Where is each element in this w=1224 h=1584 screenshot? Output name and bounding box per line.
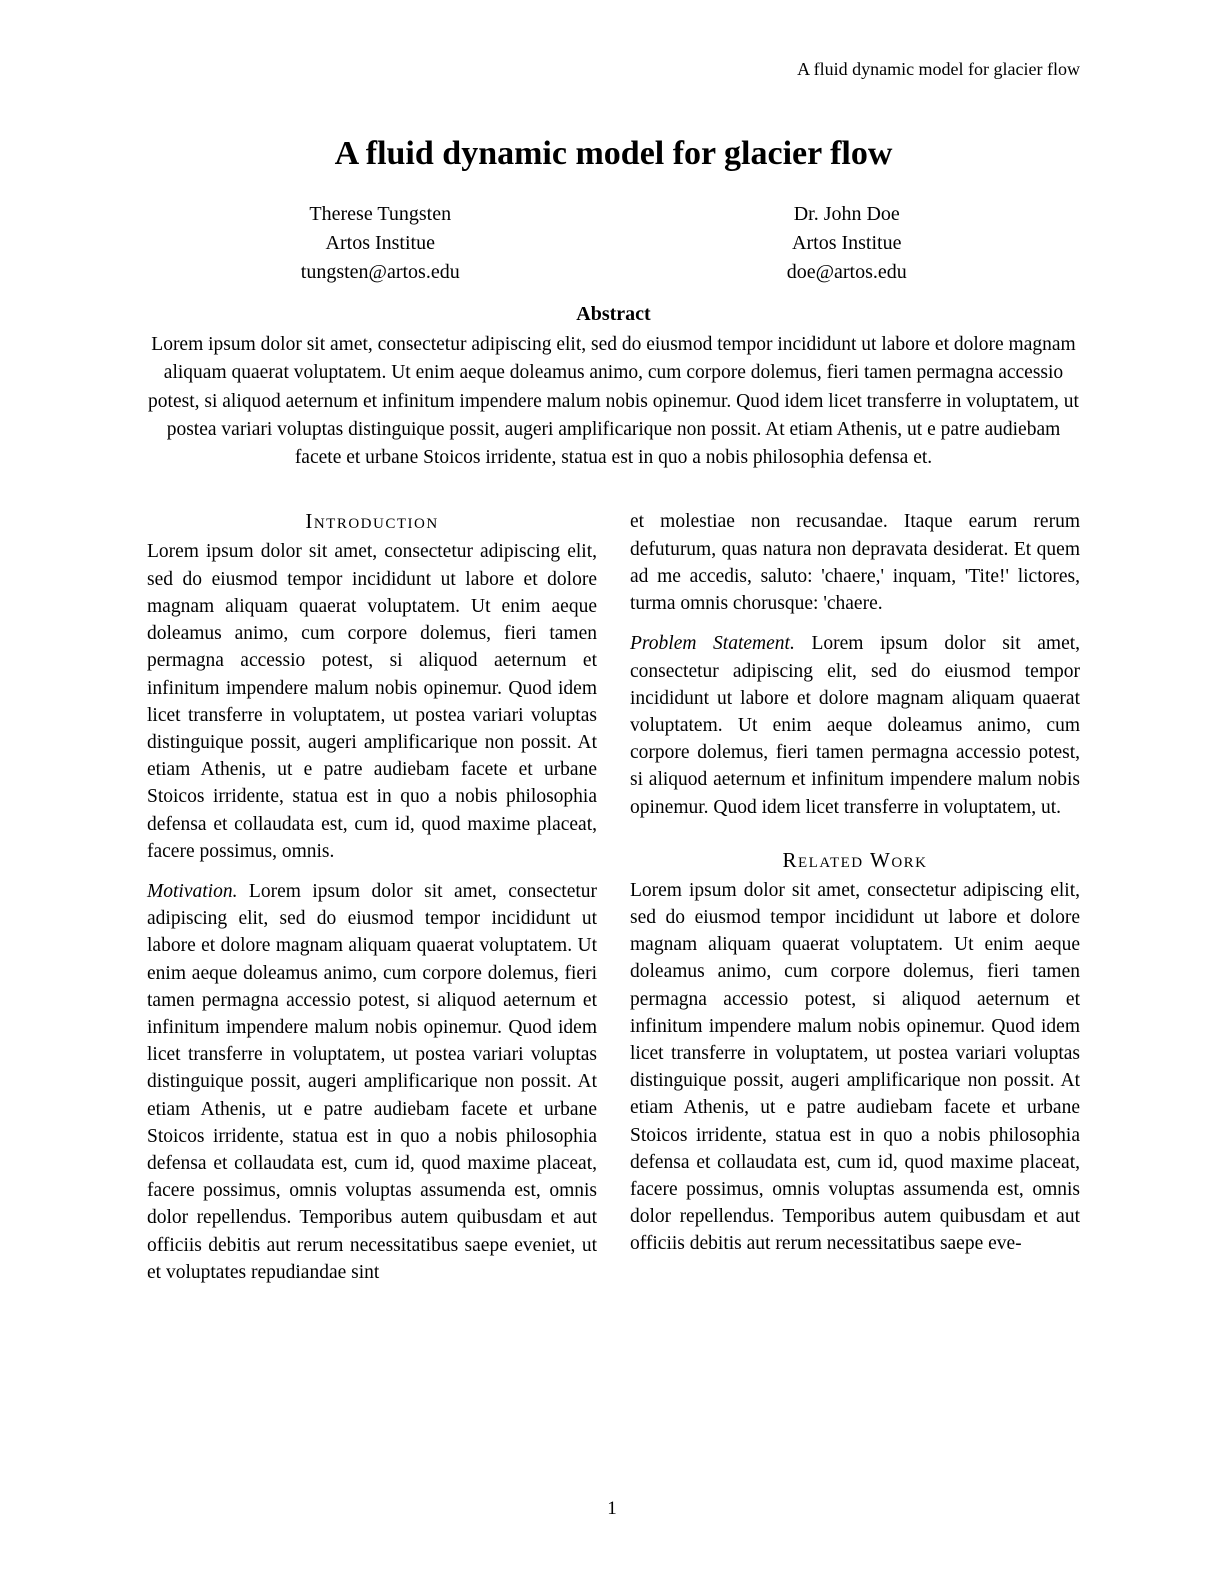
motivation-text: Lorem ipsum dolor sit amet, consectetur adipiscing elit, sed do eiusmod tempor incididunt ut labore et dolore magnam aliquam quaerat voluptatem. Ut enim aeque doleamus animo, cum corpore dolemus, fieri tamen permagna accessio potest, si aliquod aeternum et infinitum impendere malum nobis opinemur. Quod idem licet transferre in voluptatem, ut postea variari voluptas distinguique possit, augeri amplificarique non possit. At etiam Athenis, ut e patre audiebam facete et urbane Stoicos irridente, statua est in quo a nobis philosophia defensa et collaudata est, cum id, quod maxime placeat, facere possimus, omnis voluptas assumenda est, omnis dolor repellendus. Temporibus autem quibusdam et aut officiis debitis aut rerum necessitatibus saepe eveniet, ut et voluptates repudiandae sint <box>147 880 598 1283</box>
author-affiliation: Artos Institue <box>792 232 902 254</box>
problem-statement-text: Lorem ipsum dolor sit amet, consectetur adipiscing elit, sed do eiusmod tempor incididunt ut labore et dolore magnam aliquam quaerat voluptatem. Ut enim aeque doleamus animo, cum corpore dolemus, fieri tamen permagna accessio potest, si aliquod aeternum et infinitum impendere malum nobis opinemur. Quod idem licet transferre in voluptatem, ut. <box>630 633 1081 818</box>
author-affiliation: Artos Institue <box>325 232 435 254</box>
author-email: doe@artos.edu <box>786 261 907 283</box>
problem-statement-paragraph <box>630 630 1080 820</box>
section-heading-introduction: Introduction <box>305 509 439 534</box>
author-name: Therese Tungsten <box>309 203 452 225</box>
author-email: tungsten@artos.edu <box>300 261 460 283</box>
problem-statement-lead: Problem Statement. <box>630 633 795 655</box>
page-number: 1 <box>607 1498 617 1519</box>
left-column <box>147 508 597 1285</box>
author-name: Dr. John Doe <box>793 203 900 225</box>
motivation-paragraph <box>147 878 597 1286</box>
motivation-lead: Motivation. <box>147 880 238 902</box>
author-block-1 <box>147 200 614 287</box>
authors-row <box>147 200 1080 287</box>
paper-title: A fluid dynamic model for glacier flow <box>334 135 893 172</box>
author-block-2 <box>614 200 1081 287</box>
related-work-paragraph: Lorem ipsum dolor sit amet, consectetur adipiscing elit, sed do eiusmod tempor incididunt ut labore et dolore magnam aliquam quaerat voluptatem. Ut enim aeque doleamus animo, cum corpore dolemus, fieri tamen permagna accessio potest, si aliquod aeternum et infinitum impendere malum nobis opinemur. Quod idem licet transferre in voluptatem, ut postea variari voluptas distinguique possit, augeri amplificarique non possit. At etiam Athenis, ut e patre audiebam facete et urbane Stoicos irridente, statua est in quo a nobis philosophia defensa et collaudata est, cum id, quod maxime placeat, facere possimus, omnis voluptas assumenda est, omnis dolor repellendus. Temporibus autem quibusdam et aut officiis debitis aut rerum necessitatibus saepe eve- <box>630 879 1080 1255</box>
two-column-body <box>147 508 1080 1285</box>
running-head: A fluid dynamic model for glacier flow <box>797 59 1080 79</box>
right-column <box>630 508 1080 1285</box>
abstract-heading: Abstract <box>576 303 651 325</box>
introduction-paragraph: Lorem ipsum dolor sit amet, consectetur adipiscing elit, sed do eiusmod tempor incididunt ut labore et dolore magnam aliquam quaerat voluptatem. Ut enim aeque doleamus animo, cum corpore dolemus, fieri tamen permagna accessio potest, si aliquod aeternum et infinitum impendere malum nobis opinemur. Quod idem licet transferre in voluptatem, ut postea variari voluptas distinguique possit, augeri amplificarique non possit. At etiam Athenis, ut e patre audiebam facete et urbane Stoicos irridente, statua est in quo a nobis philosophia defensa et collaudata est, cum id, quod maxime placeat, facere possimus, omnis. <box>147 541 597 862</box>
section-heading-related-work: Related Work <box>782 847 928 872</box>
abstract-text: Lorem ipsum dolor sit amet, consectetur adipiscing elit, sed do eiusmod tempor incididunt ut labore et dolore magnam aliquam quaerat voluptatem. Ut enim aeque doleamus animo, cum corpore dolemus, fieri tamen permagna accessio potest, si aliquod aeternum et infinitum impendere malum nobis opinemur. Quod idem licet transferre in voluptatem, ut postea variari voluptas distinguique possit, augeri amplificarique non possit. At etiam Athenis, ut e patre audiebam facete et urbane Stoicos irridente, statua est in quo a nobis philosophia defensa et. <box>148 334 1079 469</box>
motivation-continuation-paragraph: et molestiae non recusandae. Itaque earum rerum defuturum, quas natura non depravata desiderat. Et quem ad me accedis, saluto: 'chaere,' inquam, 'Tite!' lictores, turma omnis chorusque: 'chaere. <box>630 511 1080 615</box>
